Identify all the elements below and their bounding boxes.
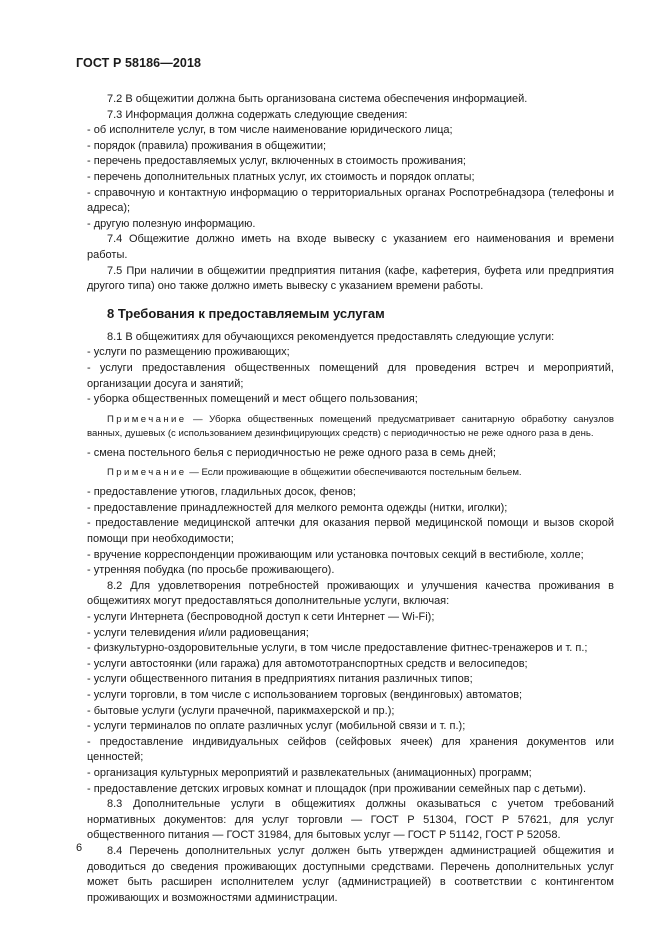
page-number: 6 xyxy=(76,842,83,854)
note-label: Примечание xyxy=(107,467,187,479)
list-item: - услуги торговли, в том числе с использованием торговых (вендинговых) автоматов; xyxy=(87,689,523,701)
list-item: - предоставление индивидуальных сейфов (сейфовых ячеек) для хранения документов или ценностей; xyxy=(87,735,614,764)
clause-8-2: 8.2 Для удовлетворения потребностей проживающих и улучшения качества проживания в общежитиях могут предоставляться дополнительные услуги, включая: xyxy=(87,579,614,608)
list-item: - услуги предоставления общественных помещений для проведения встреч и мероприятий, организации досуга и занятий; xyxy=(87,361,614,390)
list-item: - справочную и контактную информацию о территориальных органах Роспотребнадзора (телефоны и адреса); xyxy=(87,186,614,215)
list-item: - вручение корреспонденции проживающим или установка почтовых секций в вестибюле, холле; xyxy=(87,548,584,561)
note-cleaning xyxy=(87,413,614,441)
list-item: - уборка общественных помещений и мест общего пользования; xyxy=(87,393,418,406)
clause-8-4: 8.4 Перечень дополнительных услуг должен быть утвержден администрацией общежития и доводиться до сведения проживающих доступными средствами. Перечень дополнительных услуг может быть расширен исполнителем услуг (администрацией) в соответствии с контингентом проживающих и возможностями администрации. xyxy=(87,844,614,904)
list-item: - перечень предоставляемых услуг, включенных в стоимость проживания; xyxy=(87,155,466,168)
list-item: - перечень дополнительных платных услуг, их стоимость и порядок оплаты; xyxy=(87,170,475,183)
clause-7-3: 7.3 Информация должна содержать следующие сведения: xyxy=(107,108,408,121)
clause-8-1: 8.1 В общежитиях для обучающихся рекомендуется предоставлять следующие услуги: xyxy=(107,330,555,343)
list-item: - организация культурных мероприятий и развлекательных (анимационных) программ; xyxy=(87,766,532,779)
clause-7-2: 7.2 В общежитии должна быть организована система обеспечения информацией. xyxy=(107,93,528,105)
list-item: - утренняя побудка (по просьбе проживающего). xyxy=(87,564,335,577)
list-item: - физкультурно-оздоровительные услуги, в том числе предоставление фитнес-тренажеров и т. п.; xyxy=(87,642,588,655)
document-header: ГОСТ Р 58186—2018 xyxy=(76,56,202,70)
note-text: — Уборка общественных помещений предусматривает санитарную обработку санузлов ванных, душевых (с использованием дезинфицирующих средств) с периодичностью не реже одного раза в день. xyxy=(87,413,614,439)
list-item: - услуги автостоянки (или гаража) для автомототранспортных средств и велосипедов; xyxy=(87,657,528,670)
clause-8-3: 8.3 Дополнительные услуги в общежитиях должны оказываться с учетом требований нормативных документов: для услуг торговли — ГОСТ Р 51304, ГОСТ Р 57621, для услуг общественного питания — ГОСТ 31984, для бытовых услуг — ГОСТ Р 51142, ГОСТ Р 52058. xyxy=(87,798,614,842)
list-item: - услуги по размещению проживающих; xyxy=(87,346,290,359)
list-item: - предоставление утюгов, гладильных досок, фенов; xyxy=(87,486,356,499)
list-item: - другую полезную информацию. xyxy=(87,217,256,230)
list-item: - услуги терминалов по оплате различных услуг (мобильной связи и т. п.); xyxy=(87,720,466,733)
list-item: - предоставление принадлежностей для мелкого ремонта одежды (нитки, иголки); xyxy=(87,501,508,514)
document-body xyxy=(87,92,614,906)
clause-7-5: 7.5 При наличии в общежитии предприятия питания (кафе, кафетерия, буфета или предприятия другого типа) оно также должно иметь вывеску с указанием времени работы. xyxy=(87,264,614,293)
list-item: - смена постельного белья с периодичностью не реже одного раза в семь дней; xyxy=(87,446,496,459)
list-item: - услуги общественного питания в предприятиях питания различных типов; xyxy=(87,673,473,686)
list-item: - бытовые услуги (услуги прачечной, парикмахерской и пр.); xyxy=(87,704,395,717)
list-item: - об исполнителе услуг, в том числе наименование юридического лица; xyxy=(87,124,453,137)
list-item: - предоставление медицинской аптечки для оказания первой медицинской помощи и вызов скорой помощи при необходимости; xyxy=(87,517,614,546)
list-item: - услуги телевидения и/или радиовещания; xyxy=(87,626,309,639)
list-item: - услуги Интернета (беспроводной доступ к сети Интернет — Wi-Fi); xyxy=(87,611,435,624)
clause-7-4: 7.4 Общежитие должно иметь на входе вывеску с указанием его наименования и времени работы. xyxy=(87,233,614,261)
list-item: - предоставление детских игровых комнат и площадок (при проживании семейных пар с детьми). xyxy=(87,782,587,795)
section-8-title: 8 Требования к предоставляемым услугам xyxy=(107,305,385,321)
note-text: — Если проживающие в общежитии обеспечиваются постельным бельем. xyxy=(186,467,522,479)
note-label: Примечание xyxy=(107,413,187,425)
list-item: - порядок (правила) проживания в общежитии; xyxy=(87,139,327,152)
note-linen xyxy=(87,466,614,480)
